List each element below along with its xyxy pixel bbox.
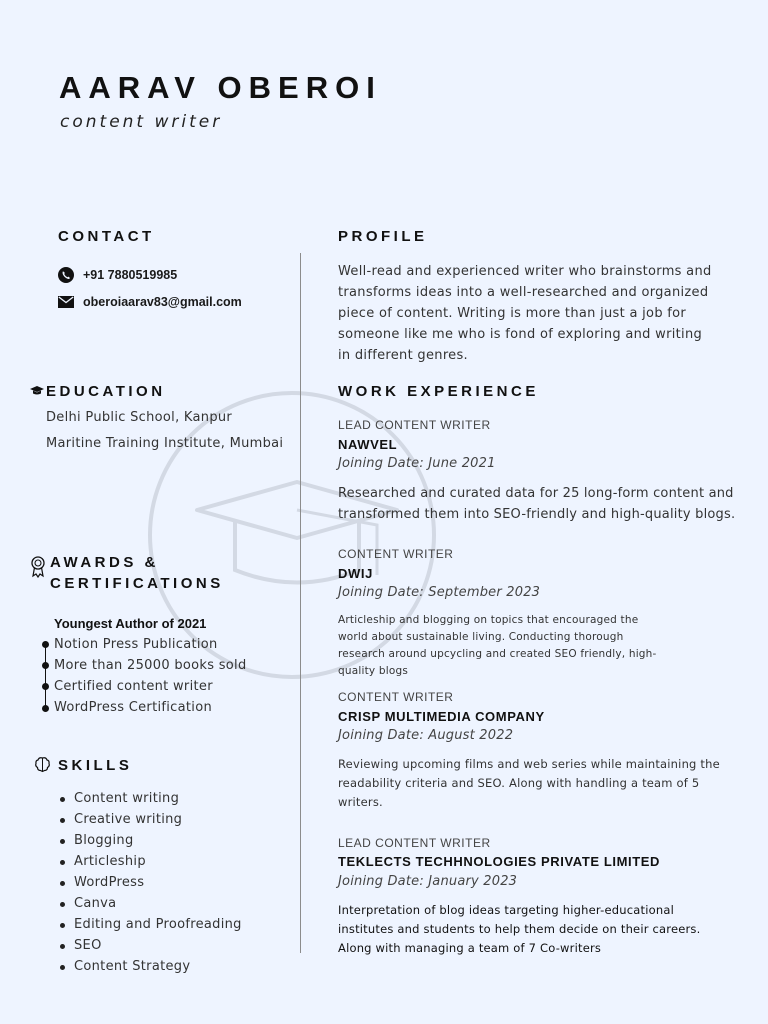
education-title: EDUCATION (46, 383, 166, 400)
timeline-dot (42, 662, 49, 669)
job-role: LEAD CONTENT WRITER (338, 836, 491, 850)
job-role: LEAD CONTENT WRITER (338, 418, 491, 432)
bullet (60, 944, 65, 949)
job-role: CONTENT WRITER (338, 547, 454, 561)
description-line: institutes and students to help them decide on their careers. (338, 922, 701, 936)
contact-title: CONTACT (58, 228, 155, 245)
bullet (60, 839, 65, 844)
skill-item: Creative writing (74, 812, 183, 827)
job-company: CRISP MULTIMEDIA COMPANY (338, 709, 545, 724)
job-date: Joining Date: June 2021 (338, 456, 496, 471)
timeline-dot (42, 641, 49, 648)
education-item: Delhi Public School, Kanpur (46, 410, 233, 425)
award-item: WordPress Certification (54, 700, 212, 715)
resume-role: content writer (60, 112, 223, 132)
bullet (60, 902, 65, 907)
job-role: CONTENT WRITER (338, 690, 454, 704)
description-line: world about sustainable living. Conducting thorough (338, 631, 624, 643)
contact-phone-row (58, 267, 177, 283)
job-company: NAWVEL (338, 437, 398, 452)
description-line: writers. (338, 795, 383, 809)
description-line: Interpretation of blog ideas targeting higher-educational (338, 903, 674, 917)
bullet (60, 860, 65, 865)
contact-email[interactable]: oberoiaarav83@gmail.com (83, 295, 242, 309)
brain-icon (34, 756, 51, 778)
job-date: Joining Date: January 2023 (338, 874, 518, 889)
description-line: readability criteria and SEO. Along with handling a team of 5 (338, 776, 700, 790)
description-line: Along with managing a team of 7 Co-writers (338, 941, 602, 955)
work-experience-title: WORK EXPERIENCE (338, 383, 539, 400)
awards-heading: Youngest Author of 2021 (54, 616, 207, 631)
bullet (60, 818, 65, 823)
bullet (60, 923, 65, 928)
awards-timeline (45, 643, 46, 709)
description-line: Researched and curated data for 25 long-form content and (338, 486, 734, 501)
skill-item: Canva (74, 896, 117, 911)
award-ribbon-icon (30, 556, 46, 583)
job-description (338, 612, 657, 680)
job-description (338, 483, 735, 525)
bullet (60, 965, 65, 970)
description-line: transformed them into SEO-friendly and high-quality blogs. (338, 507, 736, 522)
description-line: research around upcycling and created SEO friendly, high- (338, 648, 657, 660)
graduation-cap-icon (30, 384, 44, 402)
skill-item: Editing and Proofreading (74, 917, 242, 932)
contact-email-row (58, 294, 242, 310)
award-item: Notion Press Publication (54, 637, 218, 652)
awards-title-line2: CERTIFICATIONS (50, 575, 224, 592)
contact-phone[interactable]: +91 7880519985 (83, 268, 178, 282)
skill-item: Blogging (74, 833, 134, 848)
envelope-icon (58, 294, 74, 310)
phone-icon (58, 267, 74, 283)
award-item: Certified content writer (54, 679, 213, 694)
description-line: Reviewing upcoming films and web series while maintaining the (338, 757, 720, 771)
bullet (60, 881, 65, 886)
profile-text: Well-read and experienced writer who brainstorms and transforms ideas into a well-researched and organized piece of content. Writing is more than just a job for someone like me who is fond of exploring and writing in different genres. (338, 264, 712, 363)
job-description (338, 901, 700, 958)
column-divider (300, 253, 301, 953)
job-company: TEKLECTS TECHHNOLOGIES PRIVATE LIMITED (338, 854, 661, 869)
skill-item: Content writing (74, 791, 180, 806)
skill-item: WordPress (74, 875, 145, 890)
resume-name: AARAV OBEROI (59, 70, 382, 105)
skill-item: Content Strategy (74, 959, 191, 974)
description-line: quality blogs (338, 665, 408, 677)
skill-item: SEO (74, 938, 102, 953)
skills-title: SKILLS (58, 757, 133, 774)
timeline-dot (42, 705, 49, 712)
awards-title-line1: AWARDS & (50, 554, 159, 571)
timeline-dot (42, 683, 49, 690)
job-description (338, 755, 720, 812)
profile-title: PROFILE (338, 228, 428, 245)
bullet (60, 797, 65, 802)
description-line: Articleship and blogging on topics that encouraged the (338, 614, 639, 626)
skill-item: Articleship (74, 854, 146, 869)
education-item: Maritine Training Institute, Mumbai (46, 436, 284, 451)
job-company: DWIJ (338, 566, 373, 581)
job-date: Joining Date: August 2022 (338, 728, 514, 743)
job-date: Joining Date: September 2023 (338, 585, 541, 600)
award-item: More than 25000 books sold (54, 658, 247, 673)
